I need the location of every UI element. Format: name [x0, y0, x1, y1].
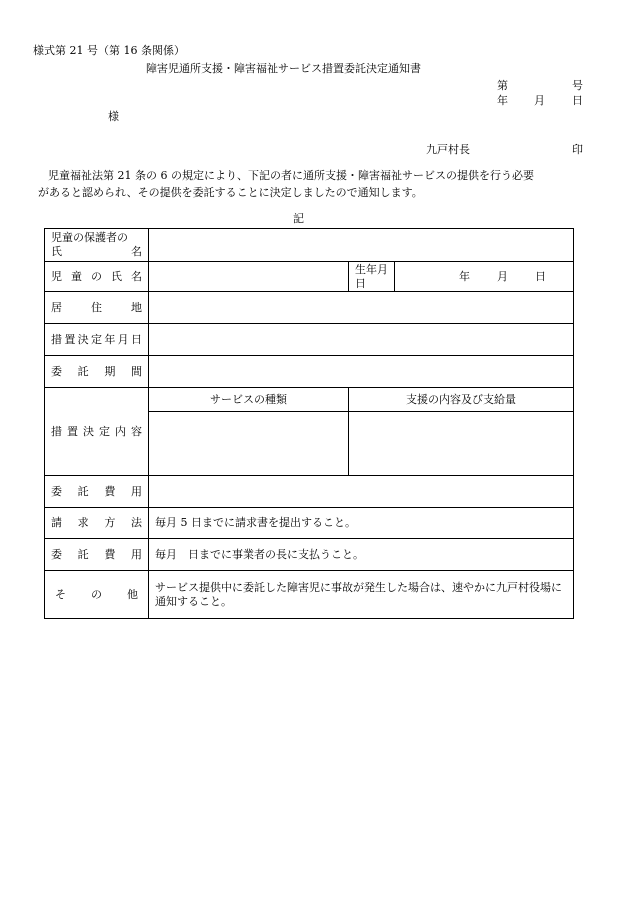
fee-label-text: 委託費用 — [51, 484, 142, 498]
fee2-value: 毎月 日までに事業者の長に支払うこと。 — [149, 539, 574, 571]
ki-heading: 記 — [293, 212, 304, 225]
form-number: 様式第 21 号（第 16 条関係） — [33, 44, 185, 57]
period-label-text: 委託期間 — [51, 364, 142, 378]
child-name-label — [45, 262, 149, 292]
guardian-name-field[interactable] — [149, 229, 574, 262]
decision-date-label-text: 措置決定年月日 — [51, 332, 142, 346]
decision-date-label — [45, 324, 149, 356]
service-type-field[interactable] — [149, 412, 349, 476]
residence-label — [45, 292, 149, 324]
fee-field[interactable] — [149, 476, 574, 508]
table-row-period — [45, 356, 574, 388]
billing-method-label-text: 請求方法 — [51, 516, 142, 529]
date-year: 年 — [497, 94, 508, 107]
decision-table — [44, 228, 574, 619]
date-month: 月 — [534, 94, 545, 107]
table-row-other — [45, 571, 574, 619]
billing-method-label — [45, 508, 149, 539]
decision-content-label-text: 措置決定内容 — [51, 424, 142, 438]
table-row-fee — [45, 476, 574, 508]
number-prefix: 第 — [497, 79, 508, 92]
support-content-field[interactable] — [349, 412, 574, 476]
table-row-residence — [45, 292, 574, 324]
other-label — [45, 571, 149, 619]
document-title: 障害児通所支援・障害福祉サービス措置委託決定通知書 — [146, 62, 421, 75]
birth-day-unit: 日 — [535, 269, 546, 283]
child-name-field[interactable] — [149, 262, 349, 292]
table-row-guardian — [45, 229, 574, 262]
body-paragraph-line1: 児童福祉法第 21 条の 6 の規定により、下記の者に通所支援・障害福祉サービスの提供を行う必要 — [48, 169, 534, 182]
service-type-header: サービスの種類 — [149, 388, 349, 412]
table-row-decision-date — [45, 324, 574, 356]
table-row-child — [45, 262, 574, 292]
period-field[interactable] — [149, 356, 574, 388]
birth-date-field[interactable] — [395, 262, 574, 292]
fee2-label — [45, 539, 149, 571]
body-paragraph-line2: があると認められ、その提供を委託することに決定しましたので通知します。 — [38, 186, 423, 199]
residence-field[interactable] — [149, 292, 574, 324]
seal-mark: 印 — [572, 143, 583, 156]
residence-label-text: 居住地 — [51, 300, 142, 314]
decision-date-field[interactable] — [149, 324, 574, 356]
table-row-decision-content-head — [45, 388, 574, 412]
other-label-text: その他 — [55, 587, 138, 601]
other-value: サービス提供中に委託した障害児に事故が発生した場合は、速やかに九戸村役場に通知すること。 — [149, 571, 574, 619]
child-name-label-text: 児童の氏名 — [51, 269, 142, 283]
date-day: 日 — [572, 94, 583, 107]
decision-content-label — [45, 388, 149, 476]
guardian-name-label — [45, 229, 149, 262]
birth-date-label — [349, 262, 395, 292]
addressee-suffix: 様 — [108, 110, 119, 123]
fee-label — [45, 476, 149, 508]
issuer-name: 九戸村長 — [426, 143, 470, 156]
birth-year-unit: 年 — [459, 269, 470, 283]
number-suffix: 号 — [572, 79, 583, 92]
fee2-label-text: 委託費用 — [51, 547, 142, 561]
support-content-header: 支援の内容及び支給量 — [349, 388, 574, 412]
guardian-name-label-line2: 氏名 — [51, 245, 142, 258]
birth-month-unit: 月 — [497, 269, 508, 283]
period-label — [45, 356, 149, 388]
billing-method-value: 毎月 5 日までに請求書を提出すること。 — [149, 508, 574, 539]
table-row-billing — [45, 508, 574, 539]
guardian-name-label-line1: 児童の保護者の — [51, 231, 128, 244]
birth-date-label-text: 生年月日 — [355, 262, 388, 290]
table-row-fee2 — [45, 539, 574, 571]
